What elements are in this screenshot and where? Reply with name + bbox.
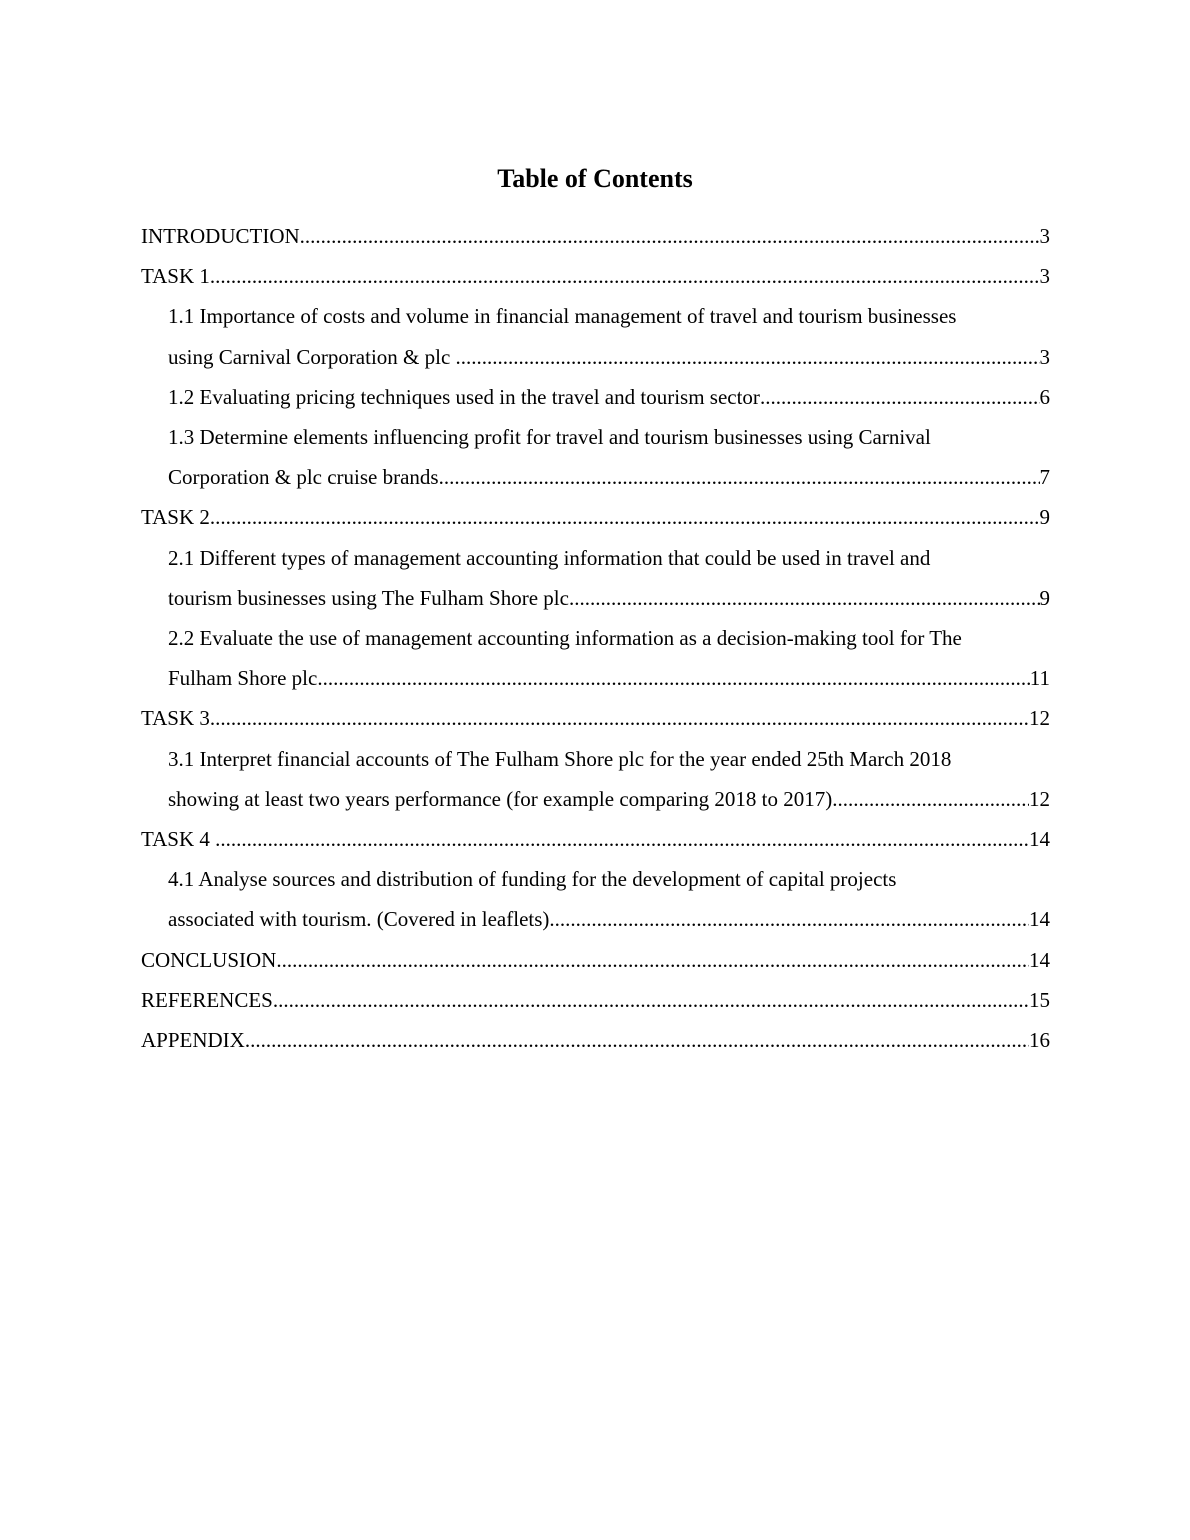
dot-leader (439, 457, 1040, 497)
toc-entry-3-1[interactable] (168, 739, 1050, 819)
toc-entry-label: INTRODUCTION (141, 224, 300, 248)
toc-page-number: 14 (1029, 907, 1050, 932)
toc-page-number: 3 (1039, 344, 1050, 369)
dot-leader (210, 497, 1040, 537)
dot-leader (569, 578, 1040, 618)
toc-entry-label: using Carnival Corporation & plc (168, 344, 456, 369)
dot-leader (760, 377, 1040, 417)
dot-leader (276, 940, 1029, 980)
toc-entry-label: TASK 3 (141, 706, 210, 731)
toc-page-number: 14 (1029, 947, 1050, 972)
toc-entry-label: Fulham Shore plc (168, 666, 318, 691)
dot-leader (210, 698, 1029, 738)
toc-entry-label: tourism businesses using The Fulham Shore plc (168, 585, 569, 610)
toc-entry-label: TASK 4 (141, 827, 216, 852)
toc-entry-label: associated with tourism. (Covered in leaflets) (168, 907, 550, 932)
dot-leader (215, 819, 1029, 859)
toc-page-number: 16 (1029, 1028, 1050, 1053)
toc-page-number: 14 (1029, 827, 1050, 852)
toc-page-number: 11 (1029, 666, 1050, 691)
toc-entry-text: 4.1 Analyse sources and distribution of funding for the development of capital projects (168, 867, 897, 892)
toc-entry-label: REFERENCES (141, 987, 273, 1012)
dot-leader (273, 980, 1029, 1020)
dot-leader (456, 337, 1040, 377)
toc-entry-label: 1.2 Evaluating pricing techniques used in the travel and tourism sector (168, 384, 760, 409)
toc-entry-task-1[interactable] (141, 256, 1050, 296)
toc-entry-conclusion[interactable] (141, 940, 1050, 980)
toc-title: Table of Contents (497, 164, 693, 193)
toc-entry-1-2[interactable] (168, 377, 1050, 417)
toc-entry-label: CONCLUSION (141, 947, 277, 972)
toc-entry-label: APPENDIX (141, 1028, 245, 1053)
table-of-contents (141, 216, 1050, 1060)
dot-leader (549, 899, 1029, 939)
toc-page-number: 12 (1029, 786, 1050, 811)
toc-entry-appendix[interactable] (141, 1020, 1050, 1060)
toc-entry-4-1[interactable] (168, 859, 1050, 939)
toc-entry-label: Corporation & plc cruise brands (168, 465, 439, 490)
toc-page-number: 12 (1029, 706, 1050, 731)
toc-entry-task-4[interactable] (141, 819, 1050, 859)
dot-leader (317, 658, 1029, 698)
toc-page-number: 9 (1039, 505, 1050, 530)
toc-entry-introduction[interactable] (141, 216, 1050, 256)
toc-entry-text: 3.1 Interpret financial accounts of The Fulham Shore plc for the year ended 25th March 2018 (168, 746, 952, 771)
toc-page-number: 9 (1039, 585, 1050, 610)
toc-entry-references[interactable] (141, 980, 1050, 1020)
toc-entry-2-1[interactable] (168, 538, 1050, 618)
dot-leader (300, 216, 1040, 256)
toc-entry-task-3[interactable] (141, 698, 1050, 738)
toc-page-number: 15 (1029, 987, 1050, 1012)
dot-leader (832, 779, 1029, 819)
toc-entry-text: 1.3 Determine elements influencing profit for travel and tourism businesses using Carnival (168, 425, 931, 450)
dot-leader (210, 256, 1040, 296)
toc-entry-1-3[interactable] (168, 417, 1050, 497)
toc-entry-label: TASK 1 (141, 264, 210, 289)
toc-page-number: 7 (1039, 465, 1050, 490)
toc-entry-text: 1.1 Importance of costs and volume in financial management of travel and tourism businesses (168, 304, 957, 329)
toc-entry-label: TASK 2 (141, 505, 210, 530)
toc-entry-text: 2.2 Evaluate the use of management accounting information as a decision-making tool for The (168, 626, 962, 651)
toc-page-number: 3 (1039, 264, 1050, 289)
toc-page-number: 6 (1039, 384, 1050, 409)
toc-entry-text: 2.1 Different types of management accounting information that could be used in travel and (168, 545, 931, 570)
toc-entry-1-1[interactable] (168, 296, 1050, 376)
dot-leader (245, 1020, 1029, 1060)
toc-page-number: 3 (1039, 224, 1050, 248)
toc-entry-task-2[interactable] (141, 497, 1050, 537)
toc-entry-2-2[interactable] (168, 618, 1050, 698)
toc-entry-label: showing at least two years performance (for example comparing 2018 to 2017) (168, 786, 833, 811)
